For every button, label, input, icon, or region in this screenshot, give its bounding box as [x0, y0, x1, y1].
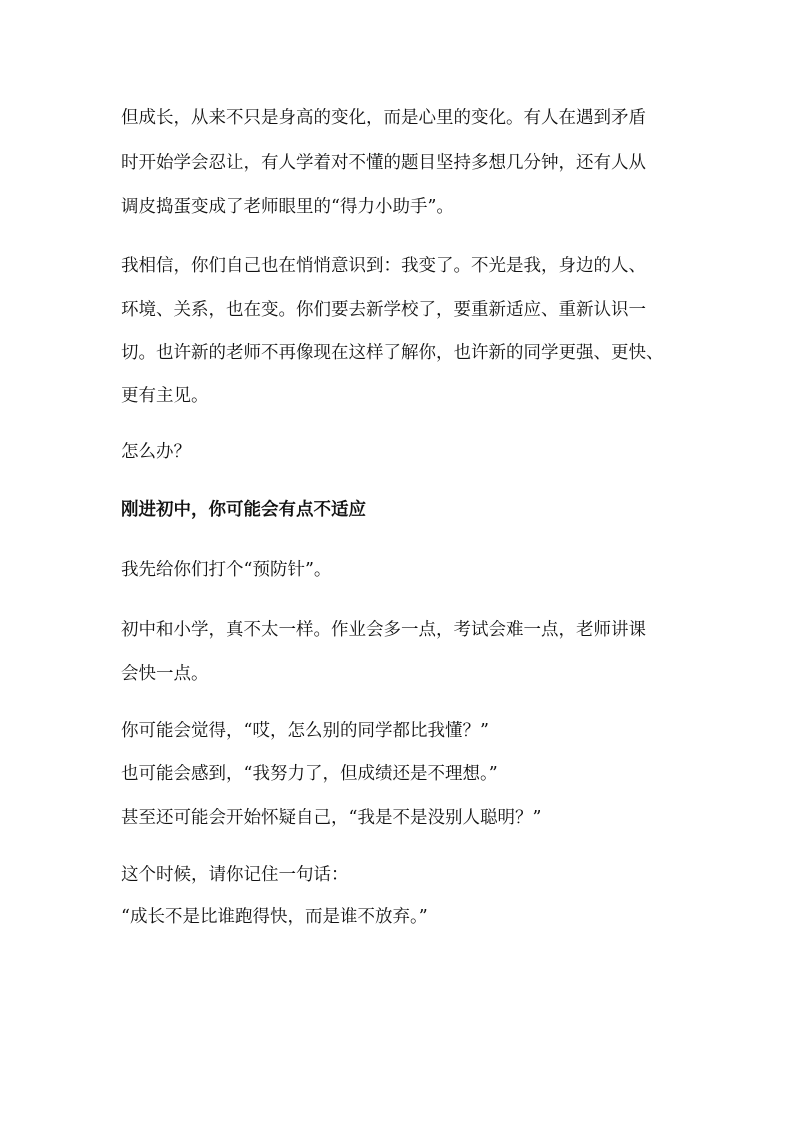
- paragraph-line: 时开始学会忍让，有人学着对不懂的题目坚持多想几分钟，还有人从: [121, 153, 646, 173]
- paragraph-line: 我相信，你们自己也在悄悄意识到：我变了。不光是我，身边的人、: [121, 256, 646, 276]
- paragraph-line: 切。也许新的老师不再像现在这样了解你，也许新的同学更强、更快、: [121, 343, 664, 363]
- paragraph-line: 也可能会感到，“我努力了，但成绩还是不理想。”: [121, 764, 498, 784]
- paragraph-line: 我先给你们打个“预防针”。: [121, 560, 332, 580]
- paragraph-line: 调皮捣蛋变成了老师眼里的“得力小助手”。: [121, 197, 454, 217]
- paragraph-line: 更有主见。: [121, 386, 209, 406]
- quote-line: “成长不是比谁跑得快，而是谁不放弃。”: [121, 907, 428, 927]
- paragraph-line: 这个时候，请你记住一句话：: [121, 865, 349, 885]
- paragraph-line: 怎么办？: [121, 442, 191, 462]
- section-heading: 刚进初中，你可能会有点不适应: [121, 500, 366, 520]
- paragraph-line: 甚至还可能会开始怀疑自己，“我是不是没别人聪明？”: [121, 808, 542, 828]
- paragraph-line: 初中和小学，真不太一样。作业会多一点，考试会难一点，老师讲课: [121, 620, 646, 640]
- paragraph-line: 你可能会觉得，“哎，怎么别的同学都比我懂？”: [121, 721, 489, 741]
- paragraph-line: 环境、关系，也在变。你们要去新学校了，要重新适应、重新认识一: [121, 300, 646, 320]
- paragraph-line: 会快一点。: [121, 664, 209, 684]
- paragraph-line: 但成长，从来不只是身高的变化，而是心里的变化。有人在遇到矛盾: [121, 108, 646, 128]
